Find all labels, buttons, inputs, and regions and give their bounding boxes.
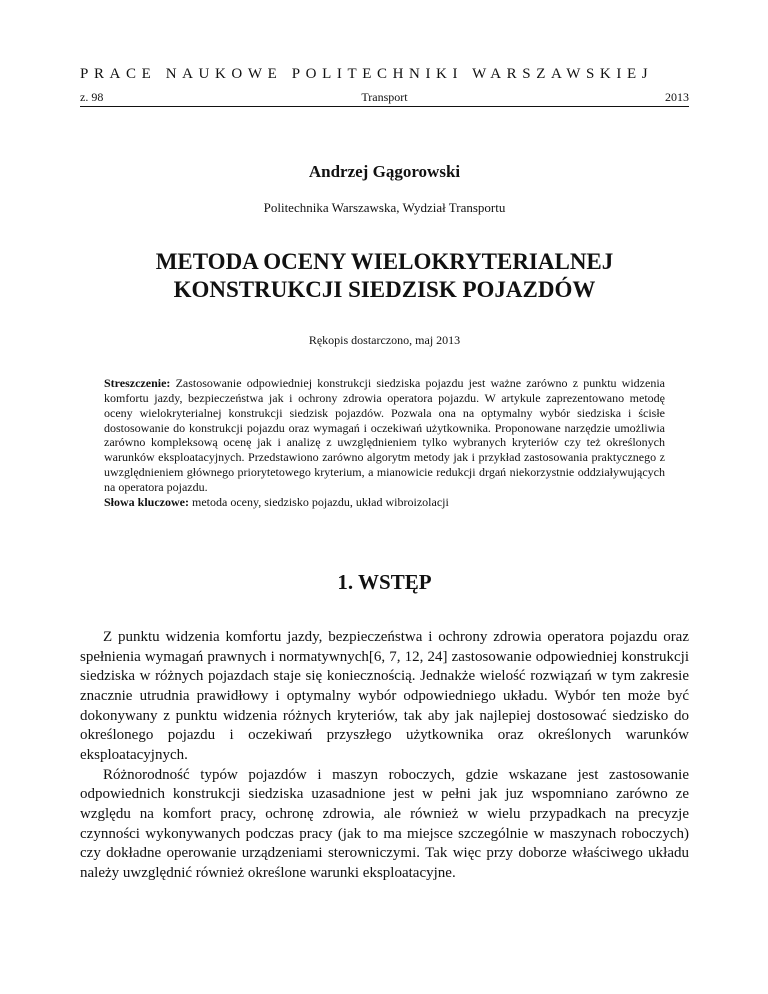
body-text xyxy=(80,628,689,884)
header-rule xyxy=(80,106,689,107)
abstract-text: Zastosowanie odpowiedniej konstrukcji siedziska pojazdu jest ważne zarówno z punktu widzenia komfortu jazdy, bezpieczeństwa jak i ochrony zdrowia operatora pojazdu. W artykule zaprezentowano metodę oceny wielokryterialnej konstrukcji siedzisk pojazdów. Pozwala ona na optymalny wybór siedziska i ścisłe dostosowanie do konstrukcji pojazdu oraz wymagań i oczekiwań użytkownika. Proponowane narzędzie umożliwia zarówno kompleksową ocenę jak i analizę z uwzględnieniem tylko wybranych kryteriów czy też określonych warunków eksploatacyjnych. Przedstawiono zarówno algorytm metody jak i przykład zastosowania praktycznego z uwzględnieniem głównego priorytetowego kryterium, a mianowicie redukcji drgań niekorzystnie oddziaływujących na operatora pojazdu. xyxy=(104,376,665,494)
paragraph: Różnorodność typów pojazdów i maszyn roboczych, gdzie wskazane jest zastosowanie odpowiednich konstrukcji siedziska uzasadnione jest w pełni jak juz wspomniano zarówno ze względu na komfort pracy, ochronę zdrowia, ale również w wielu przypadkach na precyzje czynności wykonywanych podczas pracy (jak to ma miejsce szczególnie w maszynach roboczych) czy dokładne operowanie urządzeniami sterowniczymi. Tak więc przy doborze właściwego układu należy uwzględnić również określone warunki eksploatacyjne. xyxy=(80,766,689,881)
keywords-text: metoda oceny, siedzisko pojazdu, układ wibroizolacji xyxy=(192,494,449,509)
abstract-label: Streszczenie: xyxy=(104,376,171,390)
keywords-label: Słowa kluczowe: xyxy=(104,494,189,509)
abstract-body xyxy=(104,376,665,495)
paper-title-line-1: METODA OCENY WIELOKRYTERIALNEJ xyxy=(155,249,614,274)
journal-title: PRACE NAUKOWE POLITECHNIKI WARSZAWSKIEJ xyxy=(80,66,654,82)
author-name: Andrzej Gągorowski xyxy=(308,162,461,181)
paper-title-line-2: KONSTRUKCJI SIEDZISK POJAZDÓW xyxy=(173,277,596,302)
keywords xyxy=(104,495,665,510)
received-date: Rękopis dostarczono, maj 2013 xyxy=(308,333,461,347)
author-affiliation: Politechnika Warszawska, Wydział Transportu xyxy=(263,200,506,215)
journal-volume: z. 98 xyxy=(80,90,104,104)
journal-year: 2013 xyxy=(665,90,689,104)
journal-section: Transport xyxy=(361,90,408,104)
section-heading: 1. WSTĘP xyxy=(337,570,432,594)
paragraph: Z punktu widzenia komfortu jazdy, bezpieczeństwa i ochrony zdrowia operatora pojazdu oraz spełnienia wymagań prawnych i normatywnych[6, 7, 12, 24] zastosowanie odpowiedniej konstrukcji siedziska w różnych pojazdach staje się koniecznością. Jednakże wielość rozwiązań w tym zakresie znacznie utrudnia prawidłowy i optymalny wybór odpowiedniego układu. Wybór ten może być dokonywany z punktu widzenia różnych kryteriów, tak aby jak najlepiej dostosować siedzisko do określonego pojazdu i oczekiwań przyszłego użytkownika oraz określonych warunków eksploatacyjnych. xyxy=(80,629,689,763)
paper-title xyxy=(80,248,689,304)
abstract xyxy=(104,376,665,510)
